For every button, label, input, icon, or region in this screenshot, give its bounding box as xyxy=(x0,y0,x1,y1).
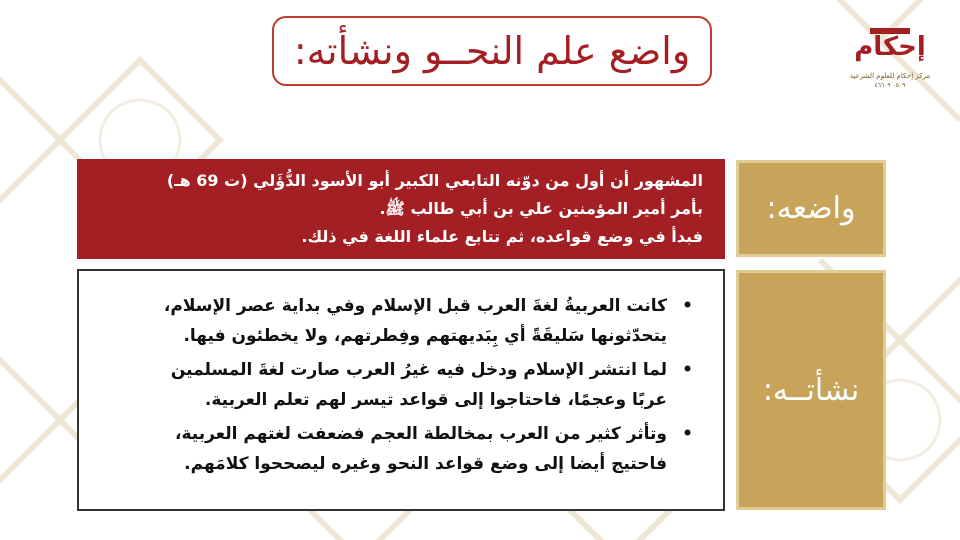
list-item-line: لما انتشر الإسلام ودخل فيه غيرُ العرب صارت لغةَ المسلمين xyxy=(170,360,667,380)
page-title: واضع علم النحــو ونشأته: xyxy=(293,29,691,73)
founder-label: واضعه: xyxy=(766,191,856,226)
founder-line: المشهور أن أول من دوّنه التابعي الكبير أبو الأسود الدُّؤَلي (ت 69 هـ) xyxy=(166,171,703,190)
founder-line: فبدأ في وضع قواعده، ثم تتابع علماء اللغة في ذلك. xyxy=(301,227,703,246)
origin-label: نشأتــه: xyxy=(762,372,860,408)
logo-number: ٠٥٠٩ ٤٦٦٠٩ xyxy=(874,82,906,89)
founder-label-tile xyxy=(736,160,886,257)
list-item-line: عربًا وعجمًا، فاحتاجوا إلى قواعد تيسر لهم تعلم العربية. xyxy=(204,390,667,410)
bullet-icon: • xyxy=(682,424,693,444)
list-item-line: وتأثر كثير من العرب بمخالطة العجم فضعفت لغتهم العربية، xyxy=(175,424,667,444)
list-item-line: كانت العربيةُ لغةَ العرب قبل الإسلام وفي بداية عصر الإسلام، xyxy=(163,296,667,316)
list-item xyxy=(105,355,697,415)
founder-line: بأمر أمير المؤمنين علي بن أبي طالب ﷺ. xyxy=(379,199,703,218)
logo-subtitle: مركز إحكام للعلوم الشرعية xyxy=(849,72,931,80)
logo xyxy=(848,26,932,92)
origin-list xyxy=(77,269,725,511)
title-box xyxy=(272,16,712,86)
origin-label-tile xyxy=(736,270,886,510)
founder-text-box xyxy=(77,159,725,259)
list-item xyxy=(105,419,697,479)
bullet-icon: • xyxy=(682,360,693,380)
logo-name: إحكام xyxy=(854,32,926,62)
list-item xyxy=(105,291,697,351)
bullet-icon: • xyxy=(682,296,693,316)
list-item-line: يتحدّثونها سَليقَةً أي بِبَديهتهم وفِطرتهم، ولا يخطئون فيها. xyxy=(183,326,667,346)
list-item-line: فاحتيج أيضا إلى وضع قواعد النحو وغيره ليصححوا كلامَهم. xyxy=(184,454,667,474)
